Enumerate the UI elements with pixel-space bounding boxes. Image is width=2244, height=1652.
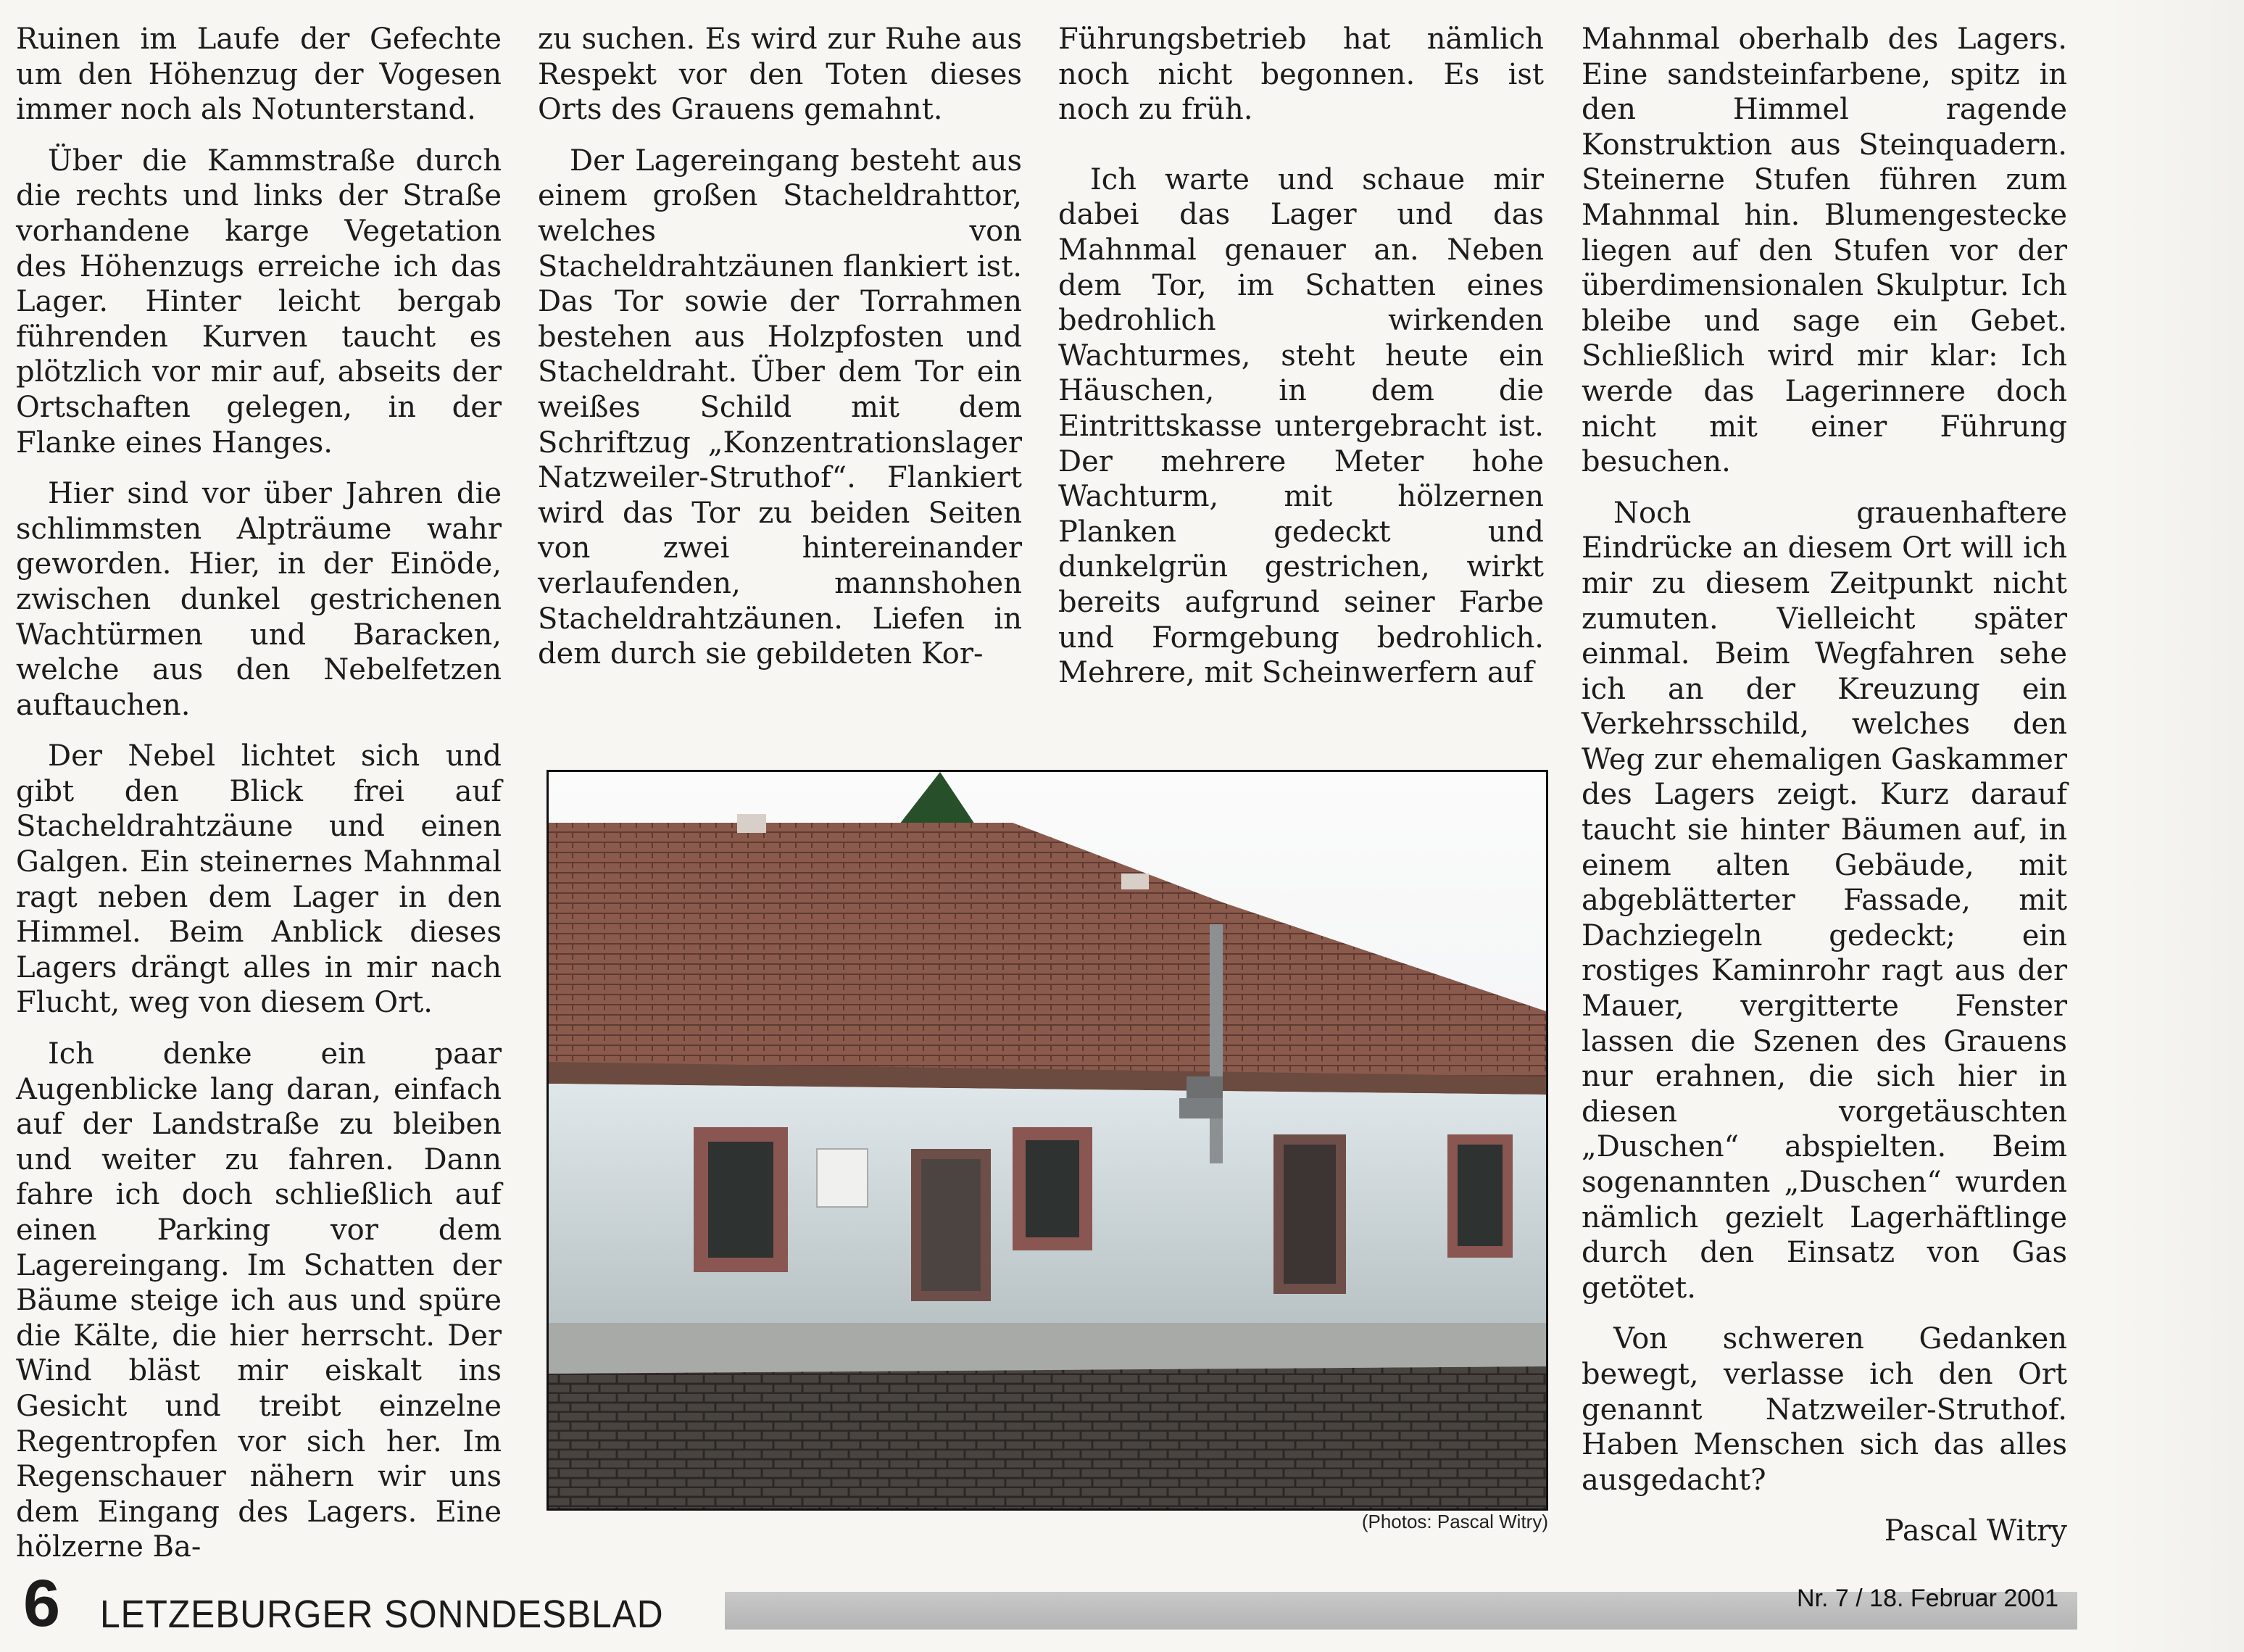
paragraph: Hier sind vor über Jahren die schlimmsten Alpträume wahr geworden. Hier, in der Einöde, zwischen dunkel gestrichenen Wachtürmen und Baracken, welche aus den Nebelfetzen auftauchen. [16,477,502,722]
paragraph: Der Nebel lichtet sich und gibt den Blick frei auf Stacheldrahtzäune und einen Galgen. Ein steinernes Mahnmal ragt neben dem Lager in den Himmel. Beim Anblick dieses Lagers drängt alles in mir nach Flucht, weg von diesem Ort. [16,739,502,1020]
paragraph: Von schweren Gedanken bewegt, verlasse ich den Ort genannt Natzweiler-Struthof. Haben Menschen sich das alles ausgedacht? [1582,1322,2067,1497]
paragraph: Ich denke ein paar Augenblicke lang daran, einfach auf der Landstraße zu bleiben und weiter zu fahren. Dann fahre ich doch schließlich auf einen Parking vor dem Lagereingang. Im Schatten der Bäume steige ich aus und spüre die Kälte, die hier herrscht. Der Wind bläst mir eiskalt ins Gesicht und treibt einzelne Regentropfen vor sich her. Im Regenschauer nähern wir uns dem Eingang des Lagers. Eine hölzerne Ba- [16,1037,502,1564]
article-photo [547,770,1548,1511]
page-number: 6 [23,1566,61,1640]
photo-caption: (Photos: Pascal Witry) [1361,1511,1548,1532]
paragraph: Ruinen im Laufe der Gefechte um den Höhenzug der Vogesen immer noch als Notunterstand. [16,22,502,127]
paragraph: Mahnmal oberhalb des Lagers. Eine sandsteinfarbene, spitz in den Himmel ragende Konstruktion aus Steinquadern. Steinerne Stufen führen zum Mahnmal hin. Blumengestecke liegen auf den Stufen vor der überdimensionalen Skulptur. Ich bleibe und sage ein Gebet. Schließlich wird mir klar: Ich werde das Lagerinnere doch nicht mit einer Führung besuchen. [1582,22,2067,479]
publication-title: LETZEBURGER SONNDESBLAD [100,1593,664,1636]
article-column-4 [1582,22,2067,1549]
gas-chamber-building-image [549,772,1546,1508]
paragraph: Ich warte und schaue mir dabei das Lager und das Mahnmal genauer an. Neben dem Tor, im Schatten eines bedrohlich wirkenden Wachturmes, steht heute ein Häuschen, in dem die Eintrittskasse untergebracht ist. Der mehrere Meter hohe Wachturm, mit hölzernen Planken gedeckt und dunkelgrün gestrichen, wirkt bereits aufgrund seiner Farbe und Formgebung bedrohlich. Mehrere, mit Scheinwerfern auf [1058,162,1544,690]
paragraph: Führungsbetrieb hat nämlich noch nicht begonnen. Es ist noch zu früh. [1058,22,1544,127]
author-signature: Pascal Witry [1884,1514,2067,1548]
article-column-3 [1058,22,1544,707]
paragraph: Der Lagereingang besteht aus einem großen Stacheldrahttor, welches von Stacheldrahtzäunen flankiert ist. Das Tor sowie der Torrahmen bestehen aus Holzpfosten und Stacheldraht. Über dem Tor ein weißes Schild mit dem Schriftzug „Konzentrationslager Natzweiler-Struthof“. Flankiert wird das Tor zu beiden Seiten von zwei hintereinander verlaufenden, mannshohen Stacheldrahtzäunen. Liefen in dem durch sie gebildeten Kor- [538,144,1022,671]
article-column-2 [538,22,1022,688]
article-column-1 [16,22,502,1581]
page-margin [2102,0,2244,1652]
paragraph: zu suchen. Es wird zur Ruhe aus Respekt vor den Toten dieses Orts des Grauens gemahnt. [538,22,1022,127]
paragraph: Über die Kammstraße durch die rechts und links der Straße vorhandene karge Vegetation des Höhenzugs erreiche ich das Lager. Hinter leicht bergab führenden Kurven taucht es plötzlich vor mir auf, abseits der Ortschaften gelegen, in der Flanke eines Hanges. [16,144,502,460]
issue-date: Nr. 7 / 18. Februar 2001 [1797,1585,2058,1612]
paragraph: Noch grauenhaftere Eindrücke an diesem Ort will ich mir zu diesem Zeitpunkt nicht zumuten. Vielleicht später einmal. Beim Wegfahren sehe ich an der Kreuzung ein Verkehrsschild, welches den Weg zur ehemaligen Gaskammer des Lagers zeigt. Kurz darauf taucht sie hinter Bäumen auf, in einem alten Gebäude, mit abgeblätterter Fassade, mit Dachziegeln gedeckt; ein rostiges Kaminrohr ragt aus der Mauer, vergitterte Fenster lassen die Szenen des Grauens nur erahnen, die sich hier in diesen vorgetäuschten „Duschen“ abspielten. Beim sogenannten „Duschen“ wurden nämlich gezielt Lagerhäftlinge durch den Einsatz von Gas getötet. [1582,496,2067,1305]
